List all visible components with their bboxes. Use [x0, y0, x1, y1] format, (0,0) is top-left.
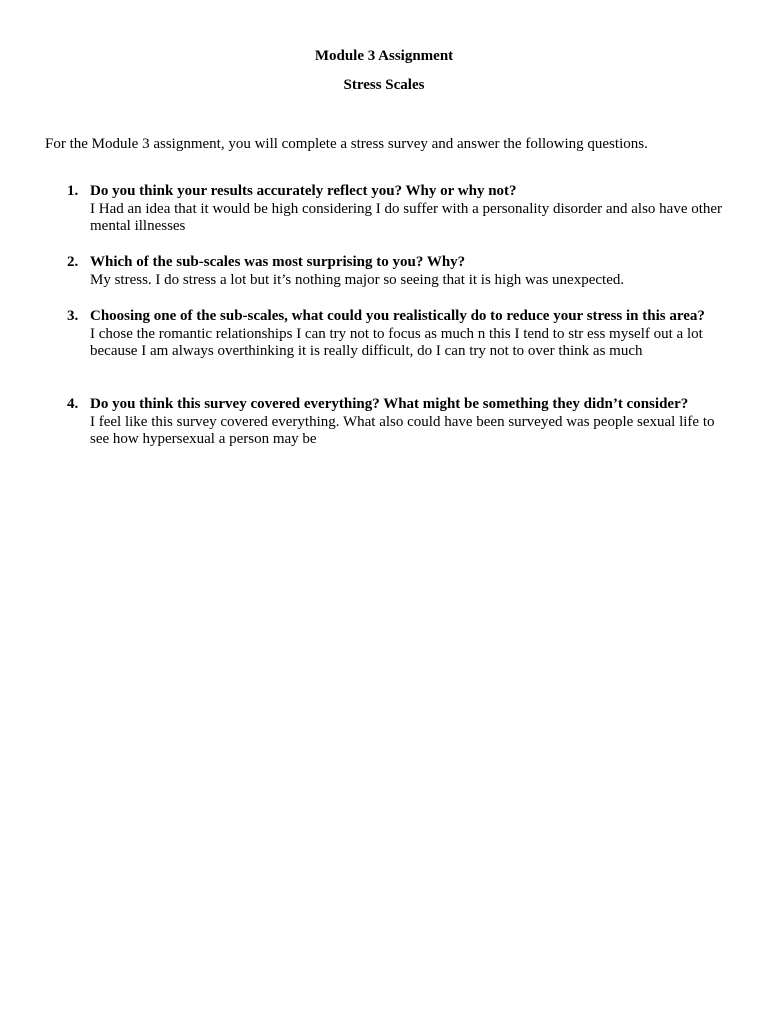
- question-number: 3.: [67, 308, 79, 324]
- answer-text: I feel like this survey covered everything. What also could have been surveyed was people sexual life to see how hypersexual a person may be: [90, 413, 715, 447]
- question-item-2: [67, 254, 727, 289]
- question-item-3: [67, 308, 727, 361]
- question-item-1: [67, 183, 727, 236]
- question-item-4: [67, 396, 727, 449]
- intro-paragraph: For the Module 3 assignment, you will complete a stress survey and answer the following questions.: [45, 136, 648, 152]
- answer-text: I Had an idea that it would be high considering I do suffer with a personality disorder and also have other mental illnesses: [90, 200, 723, 234]
- document-title: Module 3 Assignment: [314, 48, 454, 64]
- question-text: Do you think this survey covered everything? What might be something they didn’t consider?: [90, 396, 689, 412]
- document-subtitle: Stress Scales: [343, 77, 425, 93]
- answer-text: My stress. I do stress a lot but it’s nothing major so seeing that it is high was unexpected.: [90, 271, 625, 288]
- question-number: 2.: [67, 254, 79, 270]
- question-number: 1.: [67, 183, 79, 199]
- question-text: Do you think your results accurately reflect you? Why or why not?: [90, 183, 517, 199]
- answer-text: I chose the romantic relationships I can try not to focus as much n this I tend to str ess myself out a lot because I am always overthinking it is really difficult, do I can try not to over think as much: [90, 325, 703, 359]
- question-text: Which of the sub-scales was most surprising to you? Why?: [90, 254, 466, 270]
- question-text: Choosing one of the sub-scales, what could you realistically do to reduce your stress in this area?: [90, 308, 705, 324]
- question-number: 4.: [67, 396, 79, 412]
